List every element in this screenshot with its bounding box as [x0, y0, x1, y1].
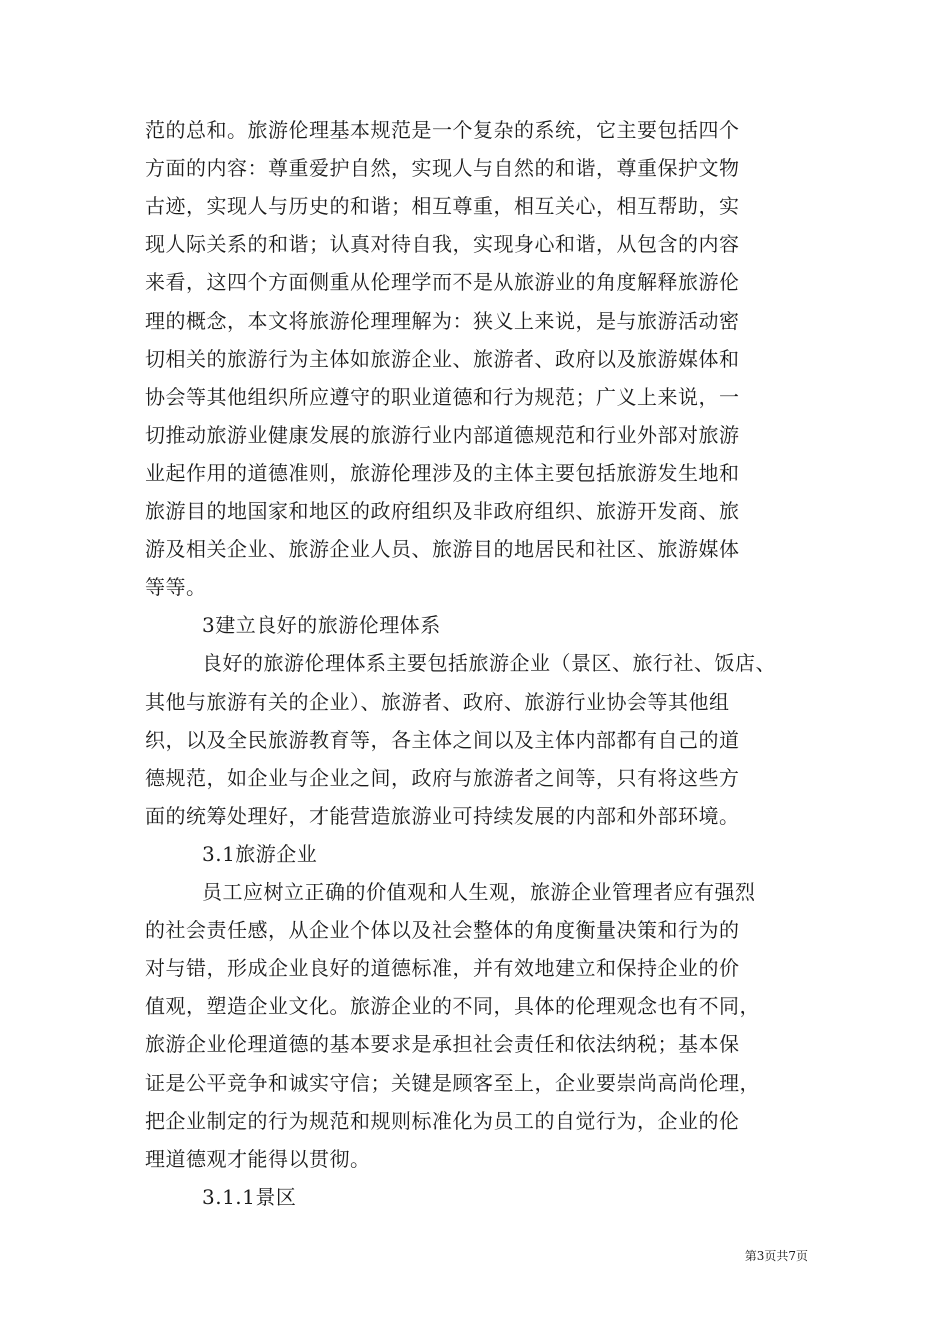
- text-line: 员工应树立正确的价值观和人生观，旅游企业管理者应有强烈: [202, 880, 756, 904]
- text-line: 现人际关系的和谐；认真对待自我，实现身心和谐，从包含的内容: [145, 232, 740, 257]
- text-line: 理道德观才能得以贯彻。: [145, 1146, 371, 1171]
- text-line: 的社会责任感，从企业个体以及社会整体的角度衡量决策和行为的: [145, 918, 740, 943]
- text-line: 证是公平竞争和诚实守信；关键是顾客至上，企业要崇尚高尚伦理，: [145, 1070, 760, 1095]
- text-line: 游及相关企业、旅游企业人员、旅游目的地居民和社区、旅游媒体: [145, 537, 740, 562]
- text-line: 范的总和。旅游伦理基本规范是一个复杂的系统，它主要包括四个: [145, 118, 740, 142]
- text-line: 协会等其他组织所应遵守的职业道德和行为规范；广义上来说，一: [145, 384, 740, 409]
- text-line: 来看，这四个方面侧重从伦理学而不是从旅游业的角度解释旅游伦: [145, 270, 740, 295]
- text-line: 理的概念，本文将旅游伦理理解为：狭义上来说，是与旅游活动密: [145, 308, 740, 333]
- text-line: 业起作用的道德准则，旅游伦理涉及的主体主要包括旅游发生地和: [145, 460, 740, 485]
- page-number: 第3页共7页: [744, 1249, 808, 1263]
- text-line: 德规范，如企业与企业之间，政府与旅游者之间等，只有将这些方: [145, 765, 740, 790]
- text-line: 其他与旅游有关的企业）、旅游者、政府、旅游行业协会等其他组: [145, 689, 730, 714]
- text-line: 3.1旅游企业: [202, 841, 318, 866]
- text-line: 3.1.1景区: [202, 1184, 297, 1209]
- text-line: 旅游企业伦理道德的基本要求是承担社会责任和依法纳税；基本保: [145, 1032, 740, 1057]
- text-line: 对与错，形成企业良好的道德标准，并有效地建立和保持企业的价: [145, 956, 740, 981]
- text-line: 3建立良好的旅游伦理体系: [202, 613, 441, 638]
- text-line: 切推动旅游业健康发展的旅游行业内部道德规范和行业外部对旅游: [145, 422, 740, 447]
- text-line: 面的统筹处理好，才能营造旅游业可持续发展的内部和外部环境。: [145, 803, 740, 828]
- text-line: 值观，塑造企业文化。旅游企业的不同，具体的伦理观念也有不同，: [145, 994, 760, 1019]
- text-line: 古迹，实现人与历史的和谐；相互尊重，相互关心，相互帮助，实: [145, 194, 740, 219]
- text-line: 等等。: [145, 575, 207, 600]
- text-line: 良好的旅游伦理体系主要包括旅游企业（景区、旅行社、饭店、: [202, 651, 776, 676]
- text-line: 方面的内容：尊重爱护自然，实现人与自然的和谐，尊重保护文物: [145, 156, 740, 181]
- text-line: 旅游目的地国家和地区的政府组织及非政府组织、旅游开发商、旅: [145, 499, 740, 523]
- text-line: 织，以及全民旅游教育等，各主体之间以及主体内部都有自己的道: [145, 727, 740, 752]
- text-line: 切相关的旅游行为主体如旅游企业、旅游者、政府以及旅游媒体和: [145, 346, 740, 371]
- text-line: 把企业制定的行为规范和规则标准化为员工的自觉行为，企业的伦: [145, 1108, 740, 1133]
